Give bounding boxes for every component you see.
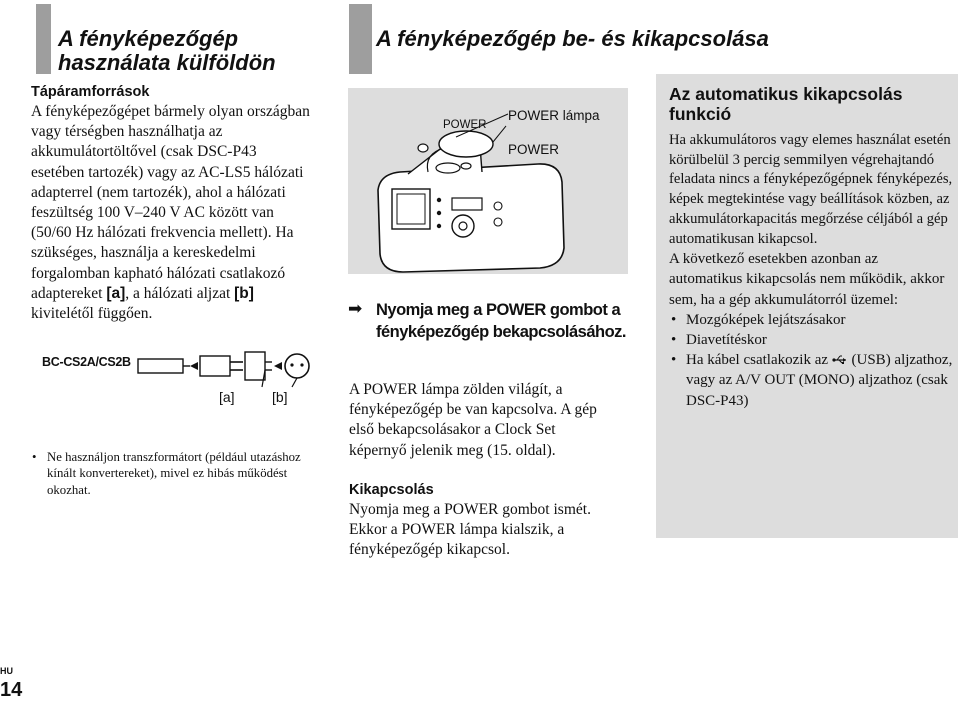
auto-power-off-body xyxy=(669,131,954,411)
exception-item: • Diavetítéskor xyxy=(669,330,954,350)
ref-a: [a] xyxy=(106,284,126,302)
power-para-post: kivitelétől függően. xyxy=(31,305,153,323)
auto-power-off-para1: Ha akkumulátoros vagy elemes használat esetén körülbelül 3 percig semmilyen végrehajtandó feladata nincs a fényképezőgépnek fényképezés, képek megtekintése vagy beállítások közben, az akkumulátorkapacitás megőrzése céljából a gép automatikusan kikapcsol. xyxy=(669,132,953,247)
label-power-lamp: POWER lámpa xyxy=(508,108,600,123)
exception-item-usb xyxy=(669,350,954,411)
plug-model-label: BC-CS2A/CS2B xyxy=(42,355,131,369)
camera-illustration xyxy=(348,88,628,274)
footer-language: HU xyxy=(0,666,13,676)
page-number: 14 xyxy=(0,679,23,701)
power-sources-paragraph xyxy=(31,102,311,324)
auto-power-off-para2: A következő esetekben azonban az automatikus kikapcsolás nem működik, akkor sem, ha a gép akkumulátorról üzemel: xyxy=(669,251,945,308)
step-description: A POWER lámpa zölden világít, a fényképezőgép be van kapcsolva. A gép első bekapcsolásakor a Clock Set képernyő jelenik meg (15. oldal). xyxy=(349,381,597,459)
step-instruction: Nyomja meg a POWER gombot a fényképezőgép bekapcsolásához. xyxy=(376,301,627,341)
power-off-text: Nyomja meg a POWER gombot ismét. Ekkor a POWER lámpa kialszik, a fényképezőgép kikapcsol. xyxy=(349,501,591,559)
power-sources-heading: Tápáramforrások xyxy=(31,84,150,100)
usb-bullet-pre: Ha kábel csatlakozik az xyxy=(686,352,832,369)
power-off-heading: Kikapcsolás xyxy=(349,482,434,498)
exception-item: • Mozgóképek lejátszásakor xyxy=(669,310,954,330)
middle-title-bar xyxy=(349,4,372,74)
ref-b: [b] xyxy=(234,284,254,302)
label-a: [a] xyxy=(219,389,235,405)
power-para-mid: , a hálózati aljzat xyxy=(125,284,235,302)
exceptions-list xyxy=(669,310,954,411)
usb-bullet-post: (USB) aljzathoz, vagy az A/V OUT (MONO) aljzathoz (csak DSC-P43) xyxy=(686,352,953,409)
plug-adapter-illustration xyxy=(40,340,310,410)
plug-adapter-drawing xyxy=(40,340,310,390)
auto-power-off-heading: Az automatikus kikapcsolás funkció xyxy=(669,84,903,124)
step-arrow: ➡ xyxy=(348,299,363,318)
power-para-pre: A fényképezőgépet bármely olyan országban vagy térségben használhatja az akkumulátortöltővel (csak DSC-P43 esetében tartozék) vagy az AC-LS5 hálózati adapterrel (nem tartozék), ahol a hálózati feszültség 100 V–240 V AC között van (50/60 Hz hálózati frekvencia mellett). Ha szükséges, használja a kereskedelmi forgalomban kapható hálózati csatlakozó adaptereket xyxy=(31,103,310,302)
left-title-bar xyxy=(36,4,51,74)
label-power: POWER xyxy=(508,142,560,157)
label-power-small: POWER xyxy=(443,119,487,131)
label-b: [b] xyxy=(272,389,288,405)
note-item: • Ne használjon transzformátort (például utazáshoz kínált konvertereket), mivel ez hibás működést okozhat. xyxy=(30,449,315,498)
middle-title: A fényképezőgép be- és kikapcsolása xyxy=(376,26,769,51)
left-title: A fényképezőgép használata külföldön xyxy=(58,26,276,75)
usb-icon xyxy=(832,354,848,365)
note-list xyxy=(30,449,315,498)
